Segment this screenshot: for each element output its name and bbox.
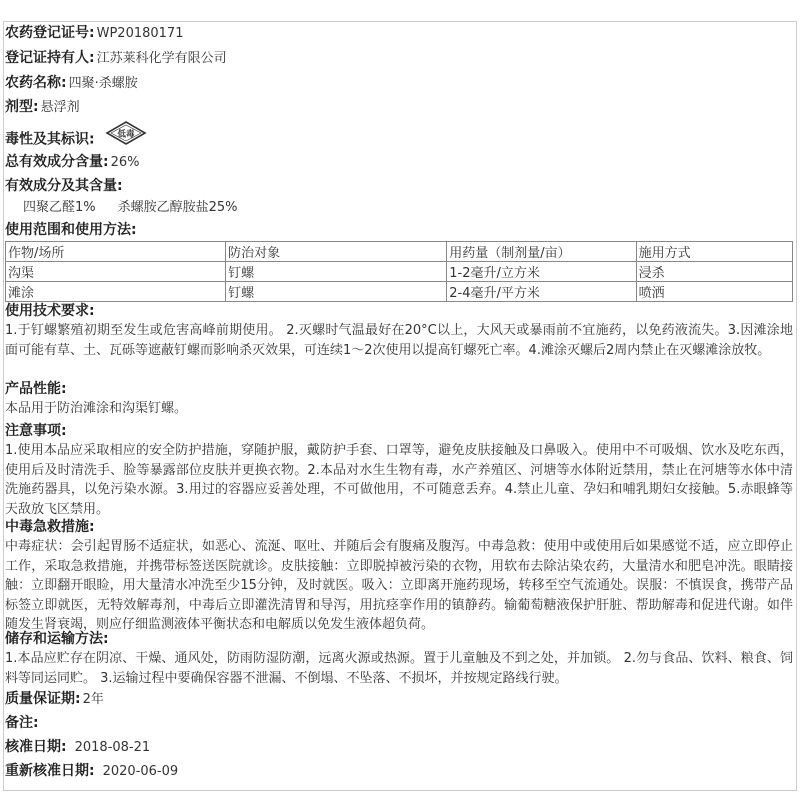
table-row xyxy=(6,282,793,302)
table-header-cell: 作物/场所 xyxy=(6,242,226,262)
holder-value: 江苏莱科化学有限公司 xyxy=(96,51,227,66)
reapproval-date-value: 2020-06-09 xyxy=(102,764,179,779)
tech-requirements-text: 1.于钉螺繁殖初期至发生或危害高峰前期使用。 2.灭螺时气温最好在20°C以上，大风天或暴雨前不宜施药，以免药液流失。3.因滩涂地面可能有草、土、瓦砾等遮蔽钉螺而影响杀灭效果，可连续1～2次使用以提高钉螺死亡率。4.滩涂灭螺后2周内禁止在灭螺滩涂放牧。 xyxy=(5,323,793,358)
ingredients-label-row xyxy=(5,176,123,197)
formulation-row xyxy=(5,97,80,118)
performance-text: 本品用于防治滩涂和沟渠钉螺。 xyxy=(5,401,188,416)
holder-label: 登记证持有人: xyxy=(5,50,95,66)
ingredients-label: 有效成分及其含量: xyxy=(5,178,123,194)
firstaid-label-row xyxy=(5,517,95,538)
table-header-cell: 防治对象 xyxy=(226,242,447,262)
tech-requirements-label: 使用技术要求: xyxy=(5,303,95,319)
first-aid-label: 中毒急救措施: xyxy=(5,519,95,535)
approval-date-row xyxy=(5,737,150,758)
table-cell: 浸杀 xyxy=(636,262,792,282)
approval-date-value: 2018-08-21 xyxy=(74,740,151,755)
notes-label-row xyxy=(5,421,67,442)
reapproval-date-row xyxy=(5,761,178,782)
shelf-life-value: 2年 xyxy=(82,692,104,707)
performance-label-row xyxy=(5,379,67,400)
remarks-label: 备注: xyxy=(5,715,39,731)
notes-label: 注意事项: xyxy=(5,423,67,439)
usage-table xyxy=(5,241,793,302)
ingredients-values-row xyxy=(21,198,238,218)
reapproval-date-label: 重新核准日期: xyxy=(5,763,95,779)
pesticide-name-label: 农药名称: xyxy=(5,75,67,91)
table-cell: 钉螺 xyxy=(226,282,447,302)
formulation-value: 悬浮剂 xyxy=(40,100,80,115)
ingredient-item: 杀螺胺乙醇胺盐25% xyxy=(117,200,238,215)
approval-date-label: 核准日期: xyxy=(5,739,67,755)
table-cell: 1-2毫升/立方米 xyxy=(447,262,636,282)
tech-label-row xyxy=(5,301,95,322)
storage-text: 1.本品应贮存在阴凉、干燥、通风处，防雨防湿防潮，远离火源或热源。置于儿童触及不到之处，并加锁。 2.勿与食品、饮料、粮食、饲料等同运同贮。 3.运输过程中要确保容器不泄漏、不倒塌、不坠落、不损坏，并按规定路线行驶。 xyxy=(5,651,793,686)
toxicity-badge-text: 低毒 xyxy=(117,129,135,140)
storage-label-row xyxy=(5,629,109,650)
reg-no-label: 农药登记证号: xyxy=(5,25,95,41)
pesticide-name-value: 四聚·杀螺胺 xyxy=(68,76,138,91)
notes-text: 1.使用本品应采取相应的安全防护措施，穿随护服，戴防护手套、口罩等，避免皮肤接触及口鼻吸入。使用中不可吸烟、饮水及吃东西，使用后及时清洗手、脸等暴露部位皮肤并更换衣物。2.本品对水生生物有毒，水产养殖区、河塘等水体附近禁用，禁止在河塘等水体中清洗施药器具，以免污染水源。3.用过的容器应妥善处理，不可做他用，不可随意丢弃。4.禁止儿童、孕妇和哺乳期妇女接触。5.赤眼蜂等天敌放飞区禁用。 xyxy=(5,443,793,517)
remarks-row xyxy=(5,713,41,734)
toxicity-label: 毒性及其标识: xyxy=(5,131,95,148)
ingredient-item: 四聚乙醛1% xyxy=(23,200,96,215)
usage-label-row xyxy=(5,220,137,241)
table-header-cell: 施用方式 xyxy=(636,242,792,262)
table-row xyxy=(6,262,793,282)
shelf-life-label: 质量保证期: xyxy=(5,691,81,707)
table-cell: 2-4毫升/平方米 xyxy=(447,282,636,302)
name-row xyxy=(5,73,138,94)
shelf-life-row xyxy=(5,689,104,710)
total-content-row xyxy=(5,152,140,173)
holder-row xyxy=(5,48,227,69)
table-header-row xyxy=(6,242,793,262)
total-content-value: 26% xyxy=(110,155,140,170)
reg-no-value: WP20180171 xyxy=(96,26,184,41)
table-header-cell: 用药量（制剂量/亩） xyxy=(447,242,636,262)
table-cell: 钉螺 xyxy=(226,262,447,282)
table-cell: 沟渠 xyxy=(6,262,226,282)
storage-label: 储存和运输方法: xyxy=(5,631,109,647)
reg-no-row xyxy=(5,23,183,44)
formulation-label: 剂型: xyxy=(5,99,39,115)
usage-label: 使用范围和使用方法: xyxy=(5,222,137,238)
first-aid-text: 中毒症状：会引起胃肠不适症状，如恶心、流涎、呕吐、并随后会有腹痛及腹泻。中毒急救：使用中或使用后如果感觉不适，应立即停止工作，采取急救措施，并携带标签送医院就诊。皮肤接触：立即脱掉被污染的衣物，用软布去除沾染农药，大量清水和肥皂冲洗。眼睛接触：立即翻开眼睑，用大量清水冲洗至少15分钟，及时就医。吸入：立即离开施药现场，转移至空气流通处。误服：不慎误食，携带产品标签立即就医，无特效解毒剂，中毒后立即灌洗清胃和导泻，用抗痉挛作用的镇静药。输葡萄糖液保护肝脏、帮助解毒和促进代谢。如伴随发生肾衰竭，则应仔细监测液体平衡状态和电解质以免发生液体超负荷。 xyxy=(5,539,793,632)
table-cell: 喷洒 xyxy=(636,282,792,302)
performance-label: 产品性能: xyxy=(5,381,67,397)
table-cell: 滩涂 xyxy=(6,282,226,302)
total-content-label: 总有效成分含量: xyxy=(5,154,109,170)
